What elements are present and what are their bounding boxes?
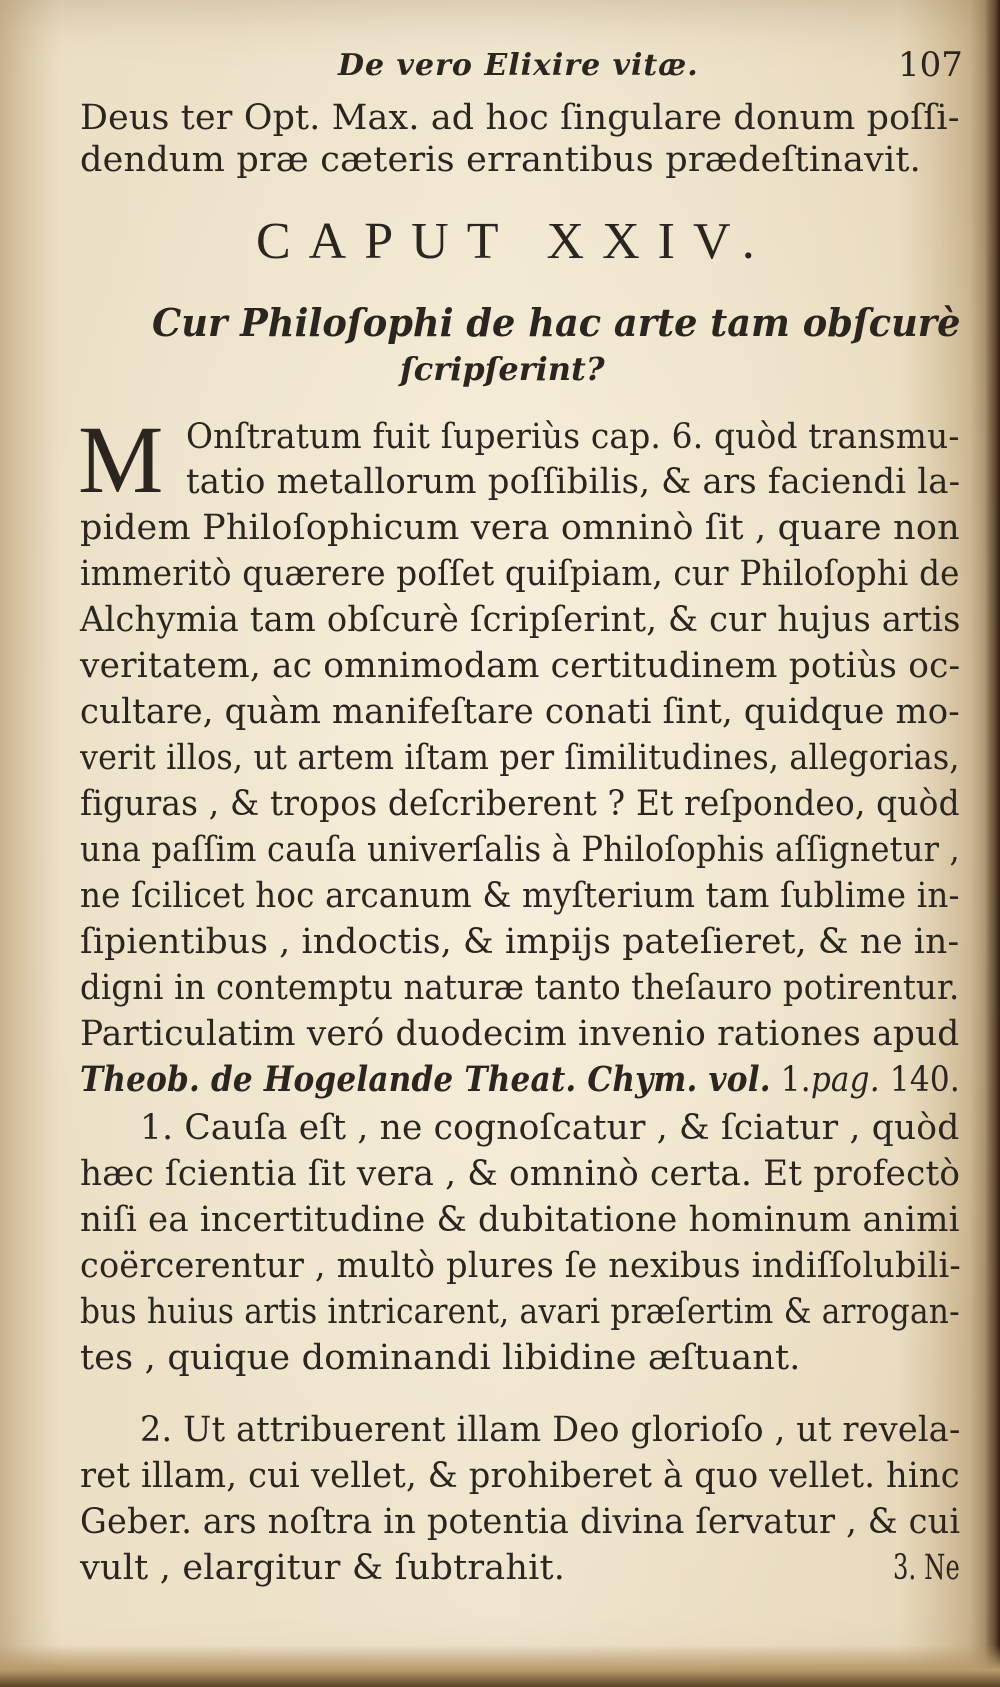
reason-line: bus huius artis intricarent, avari præſertim & arrogan- [80,1292,960,1332]
reason-line: vult , elargitur & ſubtrahit. [80,1548,566,1588]
chapter-title-line: ſcripſerint? [400,350,605,388]
reason-line: 1. Cauſa eſt , ne cognoſcatur , & ſciatur , quòd [140,1108,960,1148]
page-binding-edge [985,0,1000,1687]
reason-line: niſi ea incertitudine & dubitatione hominum animi [80,1200,960,1240]
body-line: cultare, quàm manifeſtare conati ſint, quidque mo- [80,692,960,732]
citation-volume: 1. [780,1060,811,1100]
body-line: immeritò quærere poſſet quiſpiam, cur Philoſophi de [80,554,960,594]
chapter-title-line: Cur Philoſophi de hac arte tam obſcurè [152,300,961,345]
reason-line: Geber. ars noſtra in potentia divina ſervatur , & cui [80,1502,961,1542]
body-line: figuras , & tropos deſcriberent ? Et reſpondeo, quòd [80,784,960,824]
page-number: 107 [898,45,963,85]
intro-line: dendum præ cæteris errantibus prædeſtinavit. [80,140,921,180]
body-line: ſipientibus , indoctis, & impijs pateſieret, & ne in- [80,922,960,962]
body-line: ne ſcilicet hoc arcanum & myſterium tam ſublime in- [80,876,960,916]
chapter-heading: CAPUT XXIV. [256,213,773,270]
reason-line: 2. Ut attribuerent illam Deo glorioſo , ut revela- [140,1410,961,1450]
body-line: tatio metallorum poſſibilis, & ars faciendi la- [186,462,961,502]
citation-pag: pag. [810,1060,880,1100]
running-head: De vero Elixire vitæ. [338,48,699,83]
body-line: veritatem, ac omnimodam certitudinem potiùs oc- [80,646,961,686]
page-bottom-edge [0,1645,1000,1687]
body-line: digni in contemptu naturæ tanto theſauro potirentur. [80,968,960,1008]
drop-cap: M [78,406,164,513]
body-line: verit illos, ut artem iſtam per ſimilitudines, allegorias, [80,738,960,778]
body-line: pidem Philoſophicum vera omninò ſit , quare non [80,508,960,548]
reason-line: tes , quique dominandi libidine æſtuant. [80,1338,801,1378]
citation-line [80,1060,960,1100]
citation-page: 140. [889,1060,960,1100]
intro-line: Deus ter Opt. Max. ad hoc ſingulare donum poſſi- [80,98,960,138]
body-line: Particulatim veró duodecim invenio rationes apud [80,1014,960,1054]
citation-source: Theob. de Hogelande Theat. Chym. vol. [80,1059,771,1100]
reason-line: ret illam, cui vellet, & prohiberet à quo vellet. hinc [80,1456,960,1496]
body-line: Alchymia tam obſcurè ſcripſerint, & cur hujus artis [80,600,961,640]
body-line: una paſſim cauſa univerſalis à Philoſophis aſſignetur , [80,830,960,870]
body-line: Onſtratum fuit ſuperiùs cap. 6. quòd transmu- [186,417,960,457]
reason-line: coërcerentur , multò plures ſe nexibus indiſſolubili- [80,1246,961,1286]
reason-line: hæc ſcientia ſit vera , & omninò certa. Et profectò [80,1154,961,1194]
catchword: 3. Ne [893,1548,960,1588]
